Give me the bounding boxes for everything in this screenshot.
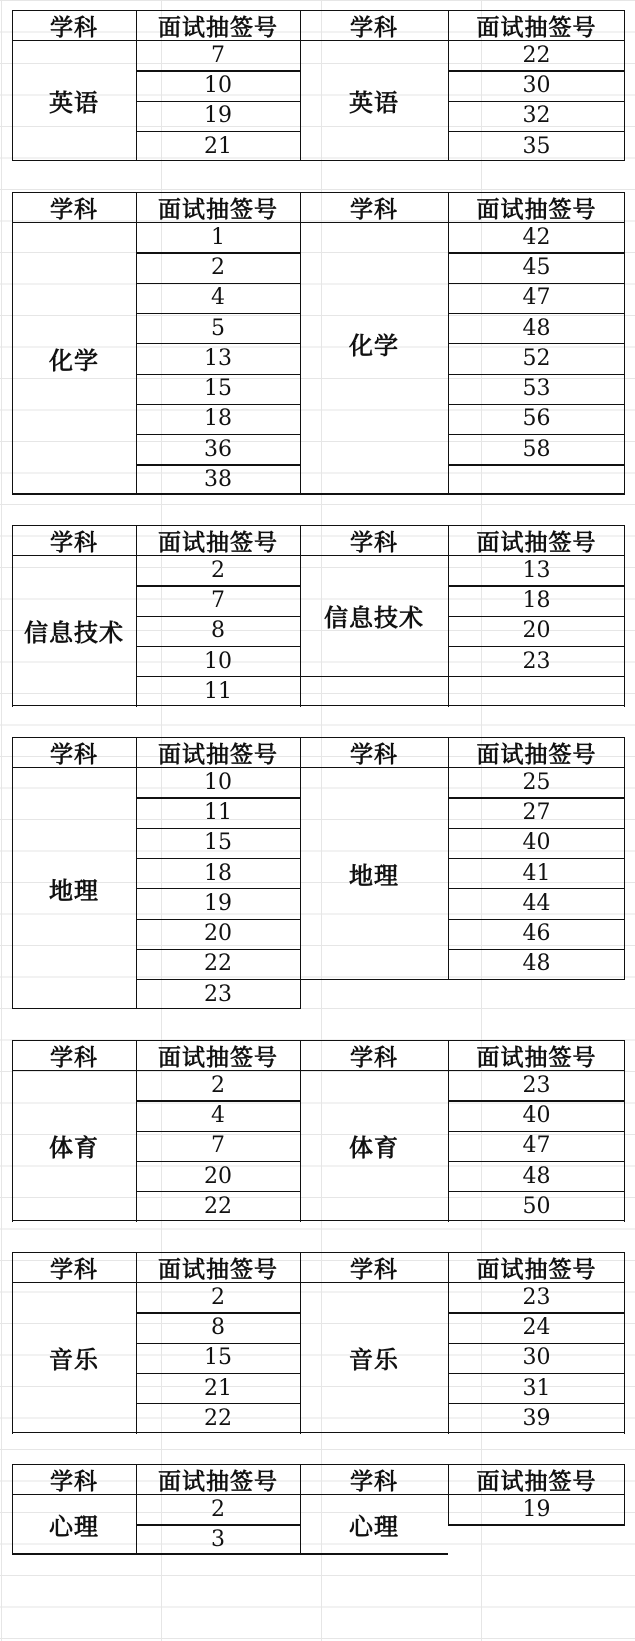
table-border bbox=[448, 1191, 625, 1192]
lottery-number-cell: 19 bbox=[204, 890, 232, 916]
lottery-number-cell: 25 bbox=[522, 769, 551, 795]
table-border bbox=[12, 1432, 625, 1433]
table-border bbox=[12, 1282, 625, 1283]
table-border bbox=[448, 101, 625, 102]
lottery-number-cell: 2 bbox=[211, 1496, 225, 1522]
table-border bbox=[448, 464, 625, 465]
table-border bbox=[136, 616, 300, 617]
table-border bbox=[136, 888, 300, 889]
table-border bbox=[136, 1191, 300, 1192]
table-border bbox=[12, 1040, 625, 1041]
header-lottery-number: 面试抽签号 bbox=[476, 529, 597, 556]
table-border bbox=[300, 979, 625, 980]
lottery-number-cell: 15 bbox=[204, 830, 232, 856]
table-border bbox=[136, 70, 300, 71]
lottery-number-cell: 1 bbox=[211, 224, 225, 250]
lottery-number-cell: 53 bbox=[522, 376, 551, 402]
subject-table-6 bbox=[12, 1252, 625, 1434]
lottery-number-cell: 40 bbox=[522, 830, 551, 856]
table-border bbox=[624, 10, 625, 161]
lottery-number-cell: 8 bbox=[211, 1314, 225, 1340]
table-border bbox=[448, 1343, 625, 1344]
lottery-number-cell: 3 bbox=[211, 1526, 225, 1552]
subject-name-left: 体育 bbox=[49, 1134, 99, 1163]
table-border bbox=[136, 797, 300, 798]
lottery-number-cell: 22 bbox=[522, 42, 551, 68]
lottery-number-cell: 50 bbox=[522, 1193, 551, 1219]
header-subject: 学科 bbox=[350, 14, 398, 41]
subject-name-left: 化学 bbox=[49, 346, 99, 375]
subject-name-left: 信息技术 bbox=[24, 619, 124, 648]
table-border bbox=[448, 252, 625, 253]
lottery-number-cell: 32 bbox=[522, 103, 551, 129]
lottery-number-cell: 45 bbox=[522, 254, 551, 280]
lottery-number-cell: 35 bbox=[522, 133, 551, 159]
lottery-number-cell: 38 bbox=[204, 467, 232, 493]
lottery-number-cell: 48 bbox=[522, 1163, 551, 1189]
lottery-number-cell: 20 bbox=[522, 618, 551, 644]
table-border bbox=[448, 949, 625, 950]
table-border bbox=[12, 1464, 625, 1465]
lottery-number-cell: 2 bbox=[211, 557, 225, 583]
subject-name-left: 英语 bbox=[49, 89, 99, 118]
table-border bbox=[448, 313, 625, 314]
subject-name-right: 地理 bbox=[349, 861, 399, 890]
table-border bbox=[12, 40, 625, 41]
table-border bbox=[136, 1100, 300, 1101]
header-lottery-number: 面试抽签号 bbox=[158, 14, 278, 41]
lottery-number-cell: 23 bbox=[522, 648, 551, 674]
lottery-number-cell: 48 bbox=[522, 315, 551, 341]
lottery-number-cell: 21 bbox=[204, 133, 232, 159]
header-lottery-number: 面试抽签号 bbox=[158, 529, 278, 556]
lottery-number-cell: 20 bbox=[204, 1163, 232, 1189]
table-border bbox=[12, 525, 13, 707]
header-lottery-number: 面试抽签号 bbox=[476, 1256, 597, 1283]
table-border bbox=[12, 705, 625, 706]
table-border bbox=[136, 343, 300, 344]
table-border bbox=[448, 888, 625, 889]
header-lottery-number: 面试抽签号 bbox=[476, 741, 597, 768]
subject-table-7 bbox=[12, 1464, 625, 1555]
lottery-number-cell: 46 bbox=[522, 921, 551, 947]
table-border bbox=[136, 979, 300, 980]
lottery-number-cell: 4 bbox=[211, 1102, 225, 1128]
table-border bbox=[12, 1252, 625, 1253]
lottery-number-cell: 47 bbox=[522, 1133, 551, 1159]
table-border bbox=[448, 828, 625, 829]
table-border bbox=[448, 616, 625, 617]
header-subject: 学科 bbox=[350, 1468, 398, 1495]
header-lottery-number: 面试抽签号 bbox=[476, 14, 597, 41]
table-border bbox=[12, 525, 625, 526]
lottery-number-cell: 8 bbox=[211, 618, 225, 644]
table-border bbox=[136, 1524, 300, 1525]
header-subject: 学科 bbox=[50, 1256, 98, 1283]
lottery-number-cell: 18 bbox=[204, 860, 232, 886]
lottery-number-cell: 2 bbox=[211, 1072, 225, 1098]
lottery-number-cell: 31 bbox=[522, 1375, 551, 1401]
lottery-number-cell: 7 bbox=[211, 42, 225, 68]
lottery-number-cell: 11 bbox=[204, 678, 232, 704]
table-border bbox=[300, 676, 448, 677]
table-border bbox=[448, 1524, 625, 1525]
lottery-number-cell: 19 bbox=[522, 1496, 551, 1522]
table-border bbox=[12, 737, 13, 1009]
header-lottery-number: 面试抽签号 bbox=[158, 741, 278, 768]
table-border bbox=[136, 737, 137, 1009]
table-border bbox=[448, 404, 625, 405]
lottery-number-cell: 13 bbox=[204, 345, 232, 371]
header-lottery-number: 面试抽签号 bbox=[158, 1256, 278, 1283]
table-border bbox=[300, 1040, 301, 1222]
table-border bbox=[448, 10, 449, 161]
lottery-number-cell: 10 bbox=[204, 769, 232, 795]
table-border bbox=[300, 737, 301, 979]
table-border bbox=[136, 313, 300, 314]
table-border bbox=[300, 1252, 301, 1434]
table-border bbox=[136, 646, 300, 647]
table-border bbox=[300, 10, 301, 161]
table-border bbox=[448, 1403, 625, 1404]
table-border bbox=[448, 131, 625, 132]
subject-table-4 bbox=[12, 737, 625, 1009]
table-border bbox=[136, 283, 300, 284]
table-border bbox=[136, 10, 137, 161]
header-lottery-number: 面试抽签号 bbox=[476, 196, 597, 223]
lottery-number-cell: 4 bbox=[211, 285, 225, 311]
table-border bbox=[136, 1343, 300, 1344]
subject-name-right: 信息技术 bbox=[324, 604, 424, 633]
lottery-number-cell: 20 bbox=[204, 921, 232, 947]
table-border bbox=[300, 1464, 301, 1555]
lottery-number-cell: 52 bbox=[522, 345, 551, 371]
table-border bbox=[448, 919, 625, 920]
table-border bbox=[136, 858, 300, 859]
lottery-number-cell: 39 bbox=[522, 1405, 551, 1431]
header-lottery-number: 面试抽签号 bbox=[476, 1468, 597, 1495]
table-border bbox=[136, 252, 300, 253]
table-border bbox=[448, 676, 625, 677]
table-border bbox=[12, 10, 625, 11]
lottery-number-cell: 30 bbox=[522, 1345, 551, 1371]
table-border bbox=[136, 404, 300, 405]
lottery-number-cell: 23 bbox=[522, 1072, 551, 1098]
subject-name-left: 音乐 bbox=[49, 1346, 99, 1375]
table-border bbox=[12, 192, 13, 495]
table-border bbox=[448, 797, 625, 798]
lottery-number-cell: 7 bbox=[211, 1133, 225, 1159]
header-subject: 学科 bbox=[350, 1256, 398, 1283]
subject-table-5 bbox=[12, 1040, 625, 1222]
table-border bbox=[136, 464, 300, 465]
subject-name-right: 音乐 bbox=[349, 1346, 399, 1375]
table-border bbox=[136, 828, 300, 829]
lottery-number-cell: 18 bbox=[204, 406, 232, 432]
subject-name-right: 英语 bbox=[349, 89, 399, 118]
table-border bbox=[448, 1464, 449, 1524]
lottery-number-cell: 15 bbox=[204, 1345, 232, 1371]
lottery-number-cell: 27 bbox=[522, 799, 551, 825]
lottery-number-cell: 22 bbox=[204, 1405, 232, 1431]
lottery-number-cell: 18 bbox=[522, 587, 551, 613]
header-subject: 学科 bbox=[350, 529, 398, 556]
table-border bbox=[624, 1464, 625, 1524]
lottery-number-cell: 56 bbox=[522, 406, 551, 432]
subject-name-left: 心理 bbox=[49, 1512, 99, 1541]
header-lottery-number: 面试抽签号 bbox=[476, 1044, 597, 1071]
subject-name-right: 体育 bbox=[349, 1134, 399, 1163]
table-border bbox=[448, 70, 625, 71]
table-border bbox=[136, 131, 300, 132]
table-border bbox=[12, 1040, 13, 1222]
lottery-number-cell: 44 bbox=[522, 890, 551, 916]
lottery-number-cell: 36 bbox=[204, 436, 232, 462]
lottery-number-cell: 42 bbox=[522, 224, 551, 250]
lottery-number-cell: 58 bbox=[522, 436, 551, 462]
table-border bbox=[136, 585, 300, 586]
subject-table-3 bbox=[12, 525, 625, 707]
lottery-number-cell: 19 bbox=[204, 103, 232, 129]
header-subject: 学科 bbox=[50, 1044, 98, 1071]
table-border bbox=[136, 1131, 300, 1132]
lottery-number-cell: 13 bbox=[522, 557, 551, 583]
subject-table-2 bbox=[12, 192, 625, 495]
table-border bbox=[136, 919, 300, 920]
lottery-number-cell: 2 bbox=[211, 1284, 225, 1310]
header-lottery-number: 面试抽签号 bbox=[158, 1468, 278, 1495]
table-border bbox=[136, 949, 300, 950]
table-border bbox=[12, 555, 625, 556]
table-border bbox=[136, 1373, 300, 1374]
table-border bbox=[136, 676, 300, 677]
table-border bbox=[136, 1312, 300, 1313]
table-border bbox=[136, 101, 300, 102]
lottery-number-cell: 11 bbox=[204, 799, 232, 825]
table-border bbox=[12, 192, 625, 193]
lottery-number-cell: 21 bbox=[204, 1375, 232, 1401]
table-border bbox=[448, 646, 625, 647]
table-border bbox=[12, 767, 625, 768]
table-border bbox=[12, 10, 13, 161]
table-border bbox=[136, 374, 300, 375]
table-border bbox=[448, 343, 625, 344]
subject-name-right: 化学 bbox=[349, 331, 399, 360]
header-lottery-number: 面试抽签号 bbox=[158, 196, 278, 223]
table-border bbox=[448, 858, 625, 859]
lottery-number-cell: 24 bbox=[522, 1314, 551, 1340]
header-subject: 学科 bbox=[350, 741, 398, 768]
table-border bbox=[12, 1464, 13, 1555]
table-border bbox=[448, 1131, 625, 1132]
table-border bbox=[448, 434, 625, 435]
table-border bbox=[300, 192, 301, 495]
table-border bbox=[12, 1252, 13, 1434]
table-border bbox=[12, 160, 625, 161]
table-border bbox=[448, 1161, 625, 1162]
table-border bbox=[12, 1070, 625, 1071]
table-border bbox=[12, 1008, 301, 1009]
table-border bbox=[136, 1464, 137, 1555]
table-border bbox=[448, 1312, 625, 1313]
subject-table-1 bbox=[12, 10, 625, 161]
lottery-number-cell: 10 bbox=[204, 648, 232, 674]
header-subject: 学科 bbox=[50, 529, 98, 556]
header-subject: 学科 bbox=[50, 14, 98, 41]
table-border bbox=[300, 979, 301, 1009]
header-subject: 学科 bbox=[50, 196, 98, 223]
header-subject: 学科 bbox=[50, 1468, 98, 1495]
lottery-number-cell: 2 bbox=[211, 254, 225, 280]
lottery-number-cell: 22 bbox=[204, 951, 232, 977]
table-border bbox=[448, 1373, 625, 1374]
table-border bbox=[12, 1494, 625, 1495]
lottery-number-cell: 48 bbox=[522, 951, 551, 977]
lottery-number-cell: 22 bbox=[204, 1193, 232, 1219]
table-border bbox=[12, 222, 625, 223]
lottery-number-cell: 40 bbox=[522, 1102, 551, 1128]
table-border bbox=[12, 737, 625, 738]
lottery-number-cell: 30 bbox=[522, 72, 551, 98]
lottery-number-cell: 41 bbox=[522, 860, 551, 886]
lottery-number-cell: 23 bbox=[204, 981, 232, 1007]
header-subject: 学科 bbox=[350, 1044, 398, 1071]
table-border bbox=[12, 1553, 448, 1554]
lottery-number-cell: 5 bbox=[211, 315, 225, 341]
table-border bbox=[136, 1161, 300, 1162]
table-border bbox=[448, 374, 625, 375]
table-border bbox=[12, 1220, 625, 1221]
lottery-number-cell: 10 bbox=[204, 72, 232, 98]
table-border bbox=[12, 493, 625, 494]
header-subject: 学科 bbox=[350, 196, 398, 223]
header-subject: 学科 bbox=[50, 741, 98, 768]
lottery-number-cell: 47 bbox=[522, 285, 551, 311]
table-border bbox=[448, 585, 625, 586]
table-border bbox=[300, 525, 301, 707]
header-lottery-number: 面试抽签号 bbox=[158, 1044, 278, 1071]
lottery-number-cell: 15 bbox=[204, 376, 232, 402]
table-border bbox=[136, 434, 300, 435]
lottery-number-cell: 7 bbox=[211, 587, 225, 613]
subject-name-left: 地理 bbox=[49, 876, 99, 905]
lottery-number-cell: 23 bbox=[522, 1284, 551, 1310]
subject-name-right: 心理 bbox=[349, 1512, 399, 1541]
table-border bbox=[448, 1100, 625, 1101]
table-border bbox=[136, 1403, 300, 1404]
table-border bbox=[448, 283, 625, 284]
